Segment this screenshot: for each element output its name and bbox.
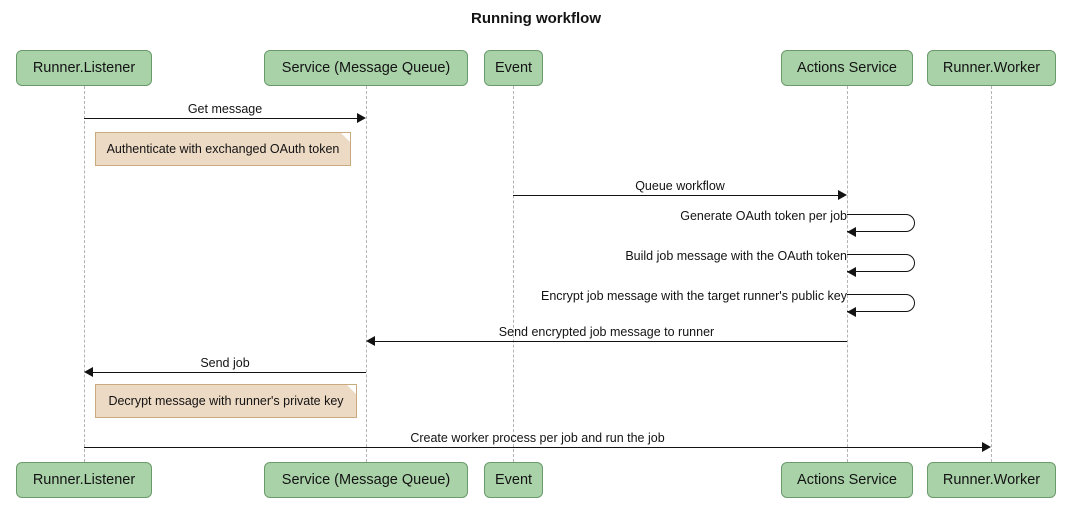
message-line-send-encrypted-job-message	[375, 341, 847, 342]
actor-label: Service (Message Queue)	[281, 60, 451, 76]
note-label: Decrypt message with runner's private key	[108, 394, 344, 408]
actor-label: Runner.Listener	[32, 60, 136, 76]
note-label: Authenticate with exchanged OAuth token	[106, 142, 340, 156]
actor-runner-listener-top[interactable]	[16, 50, 152, 86]
actor-label: Actions Service	[797, 60, 897, 76]
note-decrypt	[95, 384, 357, 418]
message-arrowhead-get-message	[357, 113, 366, 123]
message-label-generate-oauth-token: Generate OAuth token per job	[680, 209, 847, 223]
message-arrowhead-encrypt-job-message	[847, 307, 856, 317]
actor-runner-listener-bottom[interactable]	[16, 462, 152, 498]
message-line-create-worker-process	[84, 447, 982, 448]
actor-label: Runner.Listener	[32, 472, 136, 488]
message-label-queue-workflow: Queue workflow	[635, 179, 725, 193]
self-message-loop-generate-oauth-token	[847, 214, 915, 232]
actor-event-bottom[interactable]	[484, 462, 543, 498]
message-line-send-job	[93, 372, 366, 373]
actor-label: Event	[494, 472, 533, 488]
message-label-encrypt-job-message: Encrypt job message with the target runner's public key	[540, 289, 847, 303]
note-fold-icon	[341, 133, 350, 142]
actor-runner-worker-top[interactable]	[927, 50, 1056, 86]
message-arrowhead-send-encrypted-job-message	[366, 336, 375, 346]
actor-label: Runner.Worker	[942, 472, 1041, 488]
message-arrowhead-build-job-message	[847, 267, 856, 277]
message-line-queue-workflow	[513, 195, 838, 196]
diagram-title: Running workflow	[471, 10, 601, 27]
message-label-send-encrypted-job-message: Send encrypted job message to runner	[498, 325, 715, 339]
actor-actions-service-top[interactable]	[781, 50, 913, 86]
lifeline-event	[513, 86, 514, 462]
message-arrowhead-send-job	[84, 367, 93, 377]
message-arrowhead-create-worker-process	[982, 442, 991, 452]
self-message-loop-build-job-message	[847, 254, 915, 272]
actor-service-message-queue-top[interactable]	[264, 50, 468, 86]
actor-service-message-queue-bottom[interactable]	[264, 462, 468, 498]
actor-actions-service-bottom[interactable]	[781, 462, 913, 498]
message-label-create-worker-process: Create worker process per job and run the job	[410, 431, 665, 445]
note-authenticate	[95, 132, 351, 166]
message-arrowhead-queue-workflow	[838, 190, 847, 200]
actor-label: Event	[494, 60, 533, 76]
lifeline-runner-worker	[991, 86, 992, 462]
message-line-get-message	[84, 118, 357, 119]
message-label-build-job-message: Build job message with the OAuth token	[625, 249, 847, 263]
note-fold-icon	[347, 385, 356, 394]
message-arrowhead-generate-oauth-token	[847, 227, 856, 237]
self-message-loop-encrypt-job-message	[847, 294, 915, 312]
lifeline-service-message-queue	[366, 86, 367, 462]
actor-label: Actions Service	[797, 472, 897, 488]
actor-runner-worker-bottom[interactable]	[927, 462, 1056, 498]
actor-label: Runner.Worker	[942, 60, 1041, 76]
lifeline-runner-listener	[84, 86, 85, 462]
message-label-send-job: Send job	[200, 356, 250, 370]
message-label-get-message: Get message	[187, 102, 263, 116]
actor-event-top[interactable]	[484, 50, 543, 86]
actor-label: Service (Message Queue)	[281, 472, 451, 488]
